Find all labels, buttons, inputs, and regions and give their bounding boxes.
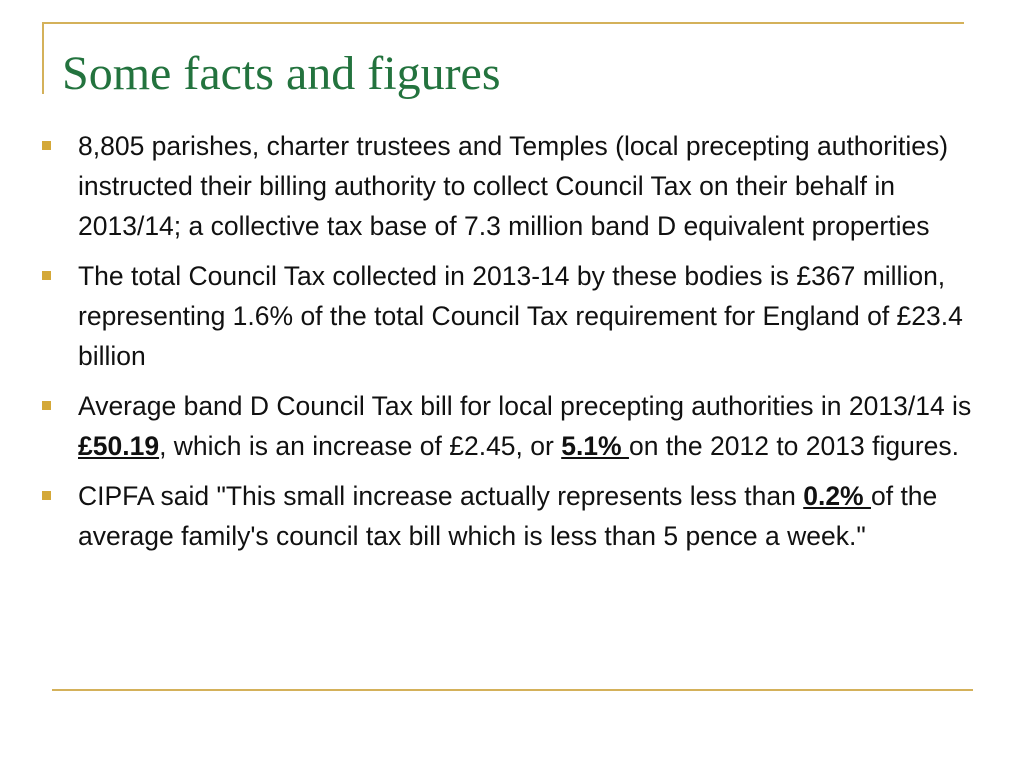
bullet-text: on the 2012 to 2013 figures. bbox=[628, 431, 960, 461]
slide-title: Some facts and figures bbox=[62, 47, 501, 100]
bullet-item-average-bill bbox=[40, 386, 1000, 466]
left-rule bbox=[42, 22, 44, 94]
bottom-rule bbox=[52, 689, 973, 691]
bullet-item-cipfa-quote bbox=[40, 476, 1000, 556]
bullet-text: Average band D Council Tax bill for local precepting authorities in 2013/14 is bbox=[78, 391, 972, 421]
bullet-text: The total Council Tax collected in 2013-14 by these bodies is £367 million, representing 1.6% of the total Council Tax requirement for England of £23.4 billion bbox=[78, 261, 963, 371]
bullet-text: 8,805 parishes, charter trustees and Temples (local precepting authorities) instructed their billing authority to collect Council Tax on their behalf in 2013/14; a collective tax base of 7.3 million band D equivalent properties bbox=[78, 131, 949, 241]
bullet-text: , which is an increase of £2.45, or bbox=[159, 431, 562, 461]
highlight-family-bill-percent: 0.2% bbox=[803, 481, 871, 511]
bullet-text: of the average family's council tax bill which is less than 5 pence a week." bbox=[78, 481, 938, 551]
square-bullet-icon bbox=[42, 271, 51, 280]
highlight-increase-percent: 5.1% bbox=[561, 431, 629, 461]
bullet-text: CIPFA said "This small increase actually represents less than bbox=[78, 481, 804, 511]
bullet-list bbox=[40, 126, 1000, 566]
bullet-item-total-collected bbox=[40, 256, 1000, 376]
square-bullet-icon bbox=[42, 401, 51, 410]
square-bullet-icon bbox=[42, 491, 51, 500]
top-rule bbox=[42, 22, 964, 24]
bullet-item-parishes bbox=[40, 126, 1000, 246]
square-bullet-icon bbox=[42, 141, 51, 150]
highlight-average-bill: £50.19 bbox=[78, 431, 160, 461]
